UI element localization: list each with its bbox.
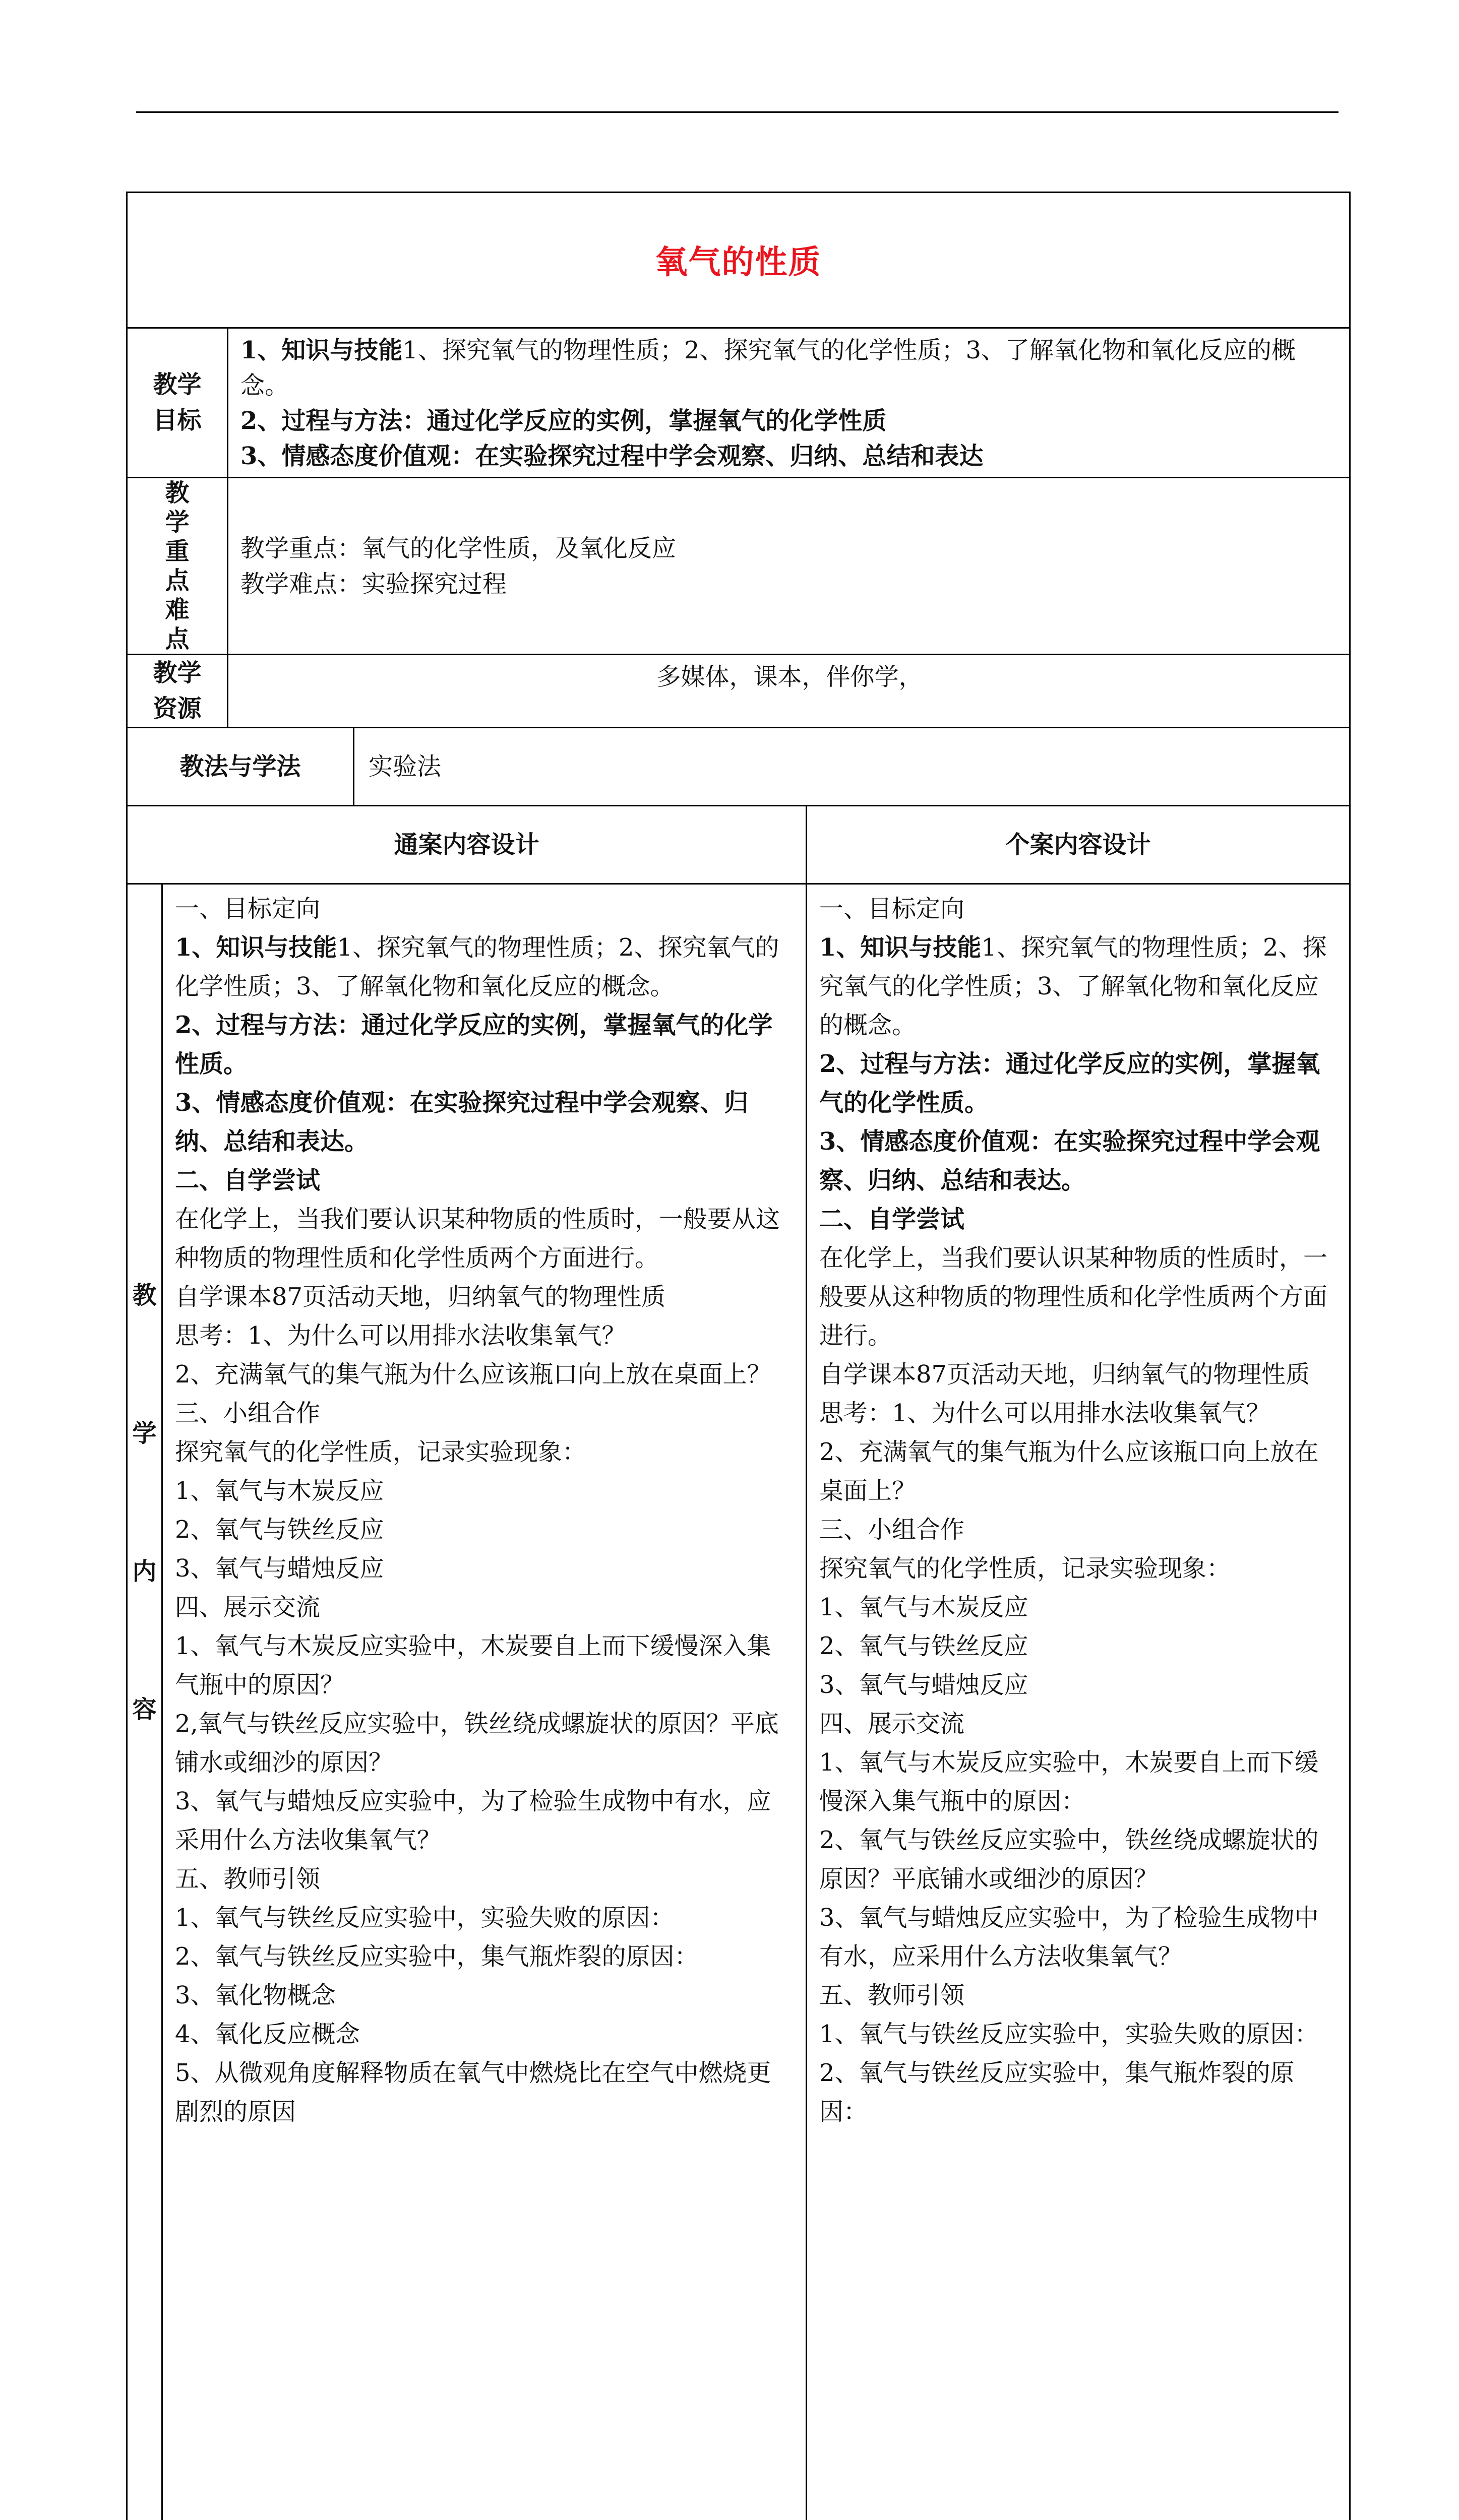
side-label-char: 内 — [128, 1554, 161, 1692]
method-value: 实验法 — [354, 728, 1350, 806]
key-points-row — [127, 478, 1350, 655]
individual-line: 三、小组合作 — [819, 1510, 1338, 1549]
individual-line: 思考：1、为什么可以用排水法收集氧气？ — [819, 1394, 1338, 1433]
general-design-header: 通案内容设计 — [127, 806, 807, 884]
individual-line: 3、情感态度价值观：在实验探究过程中学会观察、归纳、总结和表达。 — [819, 1122, 1338, 1200]
individual-line: 探究氧气的化学性质，记录实验现象： — [819, 1549, 1338, 1588]
objective-item: 1、知识与技能1、探究氧气的物理性质；2、探究氧气的化学性质；3、了解氧化物和氧化反应的概念。 — [240, 333, 1339, 403]
individual-line: 2、氧气与铁丝反应 — [819, 1627, 1338, 1666]
general-line: 1、氧气与木炭反应 — [175, 1472, 795, 1510]
individual-line: 二、自学尝试 — [819, 1200, 1338, 1239]
column-header-row — [127, 806, 1350, 884]
individual-line: 2、过程与方法：通过化学反应的实例，掌握氧气的化学性质。 — [819, 1045, 1338, 1122]
general-line: 一、目标定向 — [175, 890, 795, 928]
general-line: 2、氧气与铁丝反应 — [175, 1510, 795, 1549]
general-line: 探究氧气的化学性质，记录实验现象： — [175, 1433, 795, 1472]
key-points-label — [127, 478, 228, 655]
objectives-label — [127, 328, 228, 478]
method-label: 教法与学法 — [127, 728, 354, 806]
resources-label — [127, 655, 228, 728]
key-point-line: 教学重点：氧气的化学性质，及氧化反应 — [240, 531, 1339, 566]
general-line: 2,氧气与铁丝反应实验中，铁丝绕成螺旋状的原因？平底铺水或细沙的原因？ — [175, 1705, 795, 1782]
general-line: 3、氧气与蜡烛反应 — [175, 1549, 795, 1588]
objectives-content — [228, 328, 1350, 478]
general-line: 1、知识与技能1、探究氧气的物理性质；2、探究氧气的化学性质；3、了解氧化物和氧化反应的概念。 — [175, 928, 795, 1006]
key-points-label-line: 重点 — [128, 537, 227, 595]
general-line: 五、教师引领 — [175, 1860, 795, 1899]
individual-line: 自学课本87页活动天地，归纳氧气的物理性质 — [819, 1355, 1338, 1394]
key-points-content — [228, 478, 1350, 655]
general-line: 2、过程与方法：通过化学反应的实例，掌握氧气的化学性质。 — [175, 1006, 795, 1084]
individual-line: 五、教师引领 — [819, 1976, 1338, 2015]
individual-line: 2、充满氧气的集气瓶为什么应该瓶口向上放在桌面上？ — [819, 1433, 1338, 1510]
resources-content — [228, 655, 1350, 728]
general-line: 1、氧气与木炭反应实验中，木炭要自上而下缓慢深入集气瓶中的原因？ — [175, 1627, 795, 1705]
resources-row — [127, 655, 1350, 728]
individual-line: 在化学上，当我们要认识某种物质的性质时，一般要从这种物质的物理性质和化学性质两个方面进行。 — [819, 1239, 1338, 1355]
general-line: 二、自学尝试 — [175, 1161, 795, 1200]
individual-line: 四、展示交流 — [819, 1705, 1338, 1743]
individual-line: 2、氧气与铁丝反应实验中，铁丝绕成螺旋状的原因？平底铺水或细沙的原因？ — [819, 1821, 1338, 1899]
objectives-row — [127, 328, 1350, 478]
side-label-char: 教 — [128, 1278, 161, 1416]
lesson-plan-table — [126, 192, 1351, 2520]
general-line: 四、展示交流 — [175, 1588, 795, 1627]
general-line: 3、氧气与蜡烛反应实验中，为了检验生成物中有水，应采用什么方法收集氧气？ — [175, 1782, 795, 1860]
key-point-line: 教学难点：实验探究过程 — [240, 566, 1339, 602]
method-row — [127, 728, 1350, 806]
title-row — [127, 193, 1350, 328]
key-points-label-line: 教学 — [128, 478, 227, 537]
key-points-label-line: 难点 — [128, 595, 227, 654]
general-line: 自学课本87页活动天地，归纳氧气的物理性质 — [175, 1278, 795, 1316]
individual-line: 2、氧气与铁丝反应实验中，集气瓶炸裂的原因： — [819, 2054, 1338, 2131]
individual-line: 1、氧气与木炭反应 — [819, 1588, 1338, 1627]
resources-text: 多媒体，课本，伴你学， — [657, 663, 923, 691]
individual-design-header: 个案内容设计 — [807, 806, 1350, 884]
objective-item: 3、情感态度价值观：在实验探究过程中学会观察、归纳、总结和表达 — [240, 438, 1339, 474]
general-content-column — [162, 884, 807, 2520]
general-line: 1、氧气与铁丝反应实验中，实验失败的原因： — [175, 1899, 795, 1937]
individual-line: 3、氧气与蜡烛反应 — [819, 1666, 1338, 1705]
individual-line: 一、目标定向 — [819, 890, 1338, 928]
general-line: 5、从微观角度解释物质在氧气中燃烧比在空气中燃烧更剧烈的原因 — [175, 2054, 795, 2131]
header-rule — [136, 111, 1339, 113]
individual-line: 1、氧气与铁丝反应实验中，实验失败的原因： — [819, 2015, 1338, 2054]
objective-item: 2、过程与方法：通过化学反应的实例，掌握氧气的化学性质 — [240, 403, 1339, 438]
general-line: 三、小组合作 — [175, 1394, 795, 1433]
title-cell — [127, 193, 1350, 328]
individual-line: 1、知识与技能1、探究氧气的物理性质；2、探究氧气的化学性质；3、了解氧化物和氧化反应的概念。 — [819, 928, 1338, 1045]
resources-label-line: 资源 — [128, 691, 227, 727]
content-row — [127, 884, 1350, 2520]
objectives-label-line: 目标 — [128, 403, 227, 438]
general-line: 3、氧化物概念 — [175, 1976, 795, 2015]
general-line: 4、氧化反应概念 — [175, 2015, 795, 2054]
general-line: 2、充满氧气的集气瓶为什么应该瓶口向上放在桌面上？ — [175, 1355, 795, 1394]
side-label-char: 学 — [128, 1416, 161, 1554]
objectives-label-line: 教学 — [128, 367, 227, 403]
general-line: 在化学上，当我们要认识某种物质的性质时，一般要从这种物质的物理性质和化学性质两个方面进行。 — [175, 1200, 795, 1278]
page-title: 氧气的性质 — [655, 244, 822, 280]
individual-content-column — [807, 884, 1350, 2520]
general-line: 3、情感态度价值观：在实验探究过程中学会观察、归纳、总结和表达。 — [175, 1084, 795, 1161]
individual-line: 1、氧气与木炭反应实验中，木炭要自上而下缓慢深入集气瓶中的原因： — [819, 1743, 1338, 1821]
resources-label-line: 教学 — [128, 655, 227, 691]
general-line: 思考：1、为什么可以用排水法收集氧气？ — [175, 1316, 795, 1355]
teaching-content-label — [127, 884, 162, 2520]
individual-line: 3、氧气与蜡烛反应实验中，为了检验生成物中有水，应采用什么方法收集氧气？ — [819, 1899, 1338, 1976]
general-line: 2、氧气与铁丝反应实验中，集气瓶炸裂的原因： — [175, 1937, 795, 1976]
side-label-char: 容 — [128, 1692, 161, 1830]
